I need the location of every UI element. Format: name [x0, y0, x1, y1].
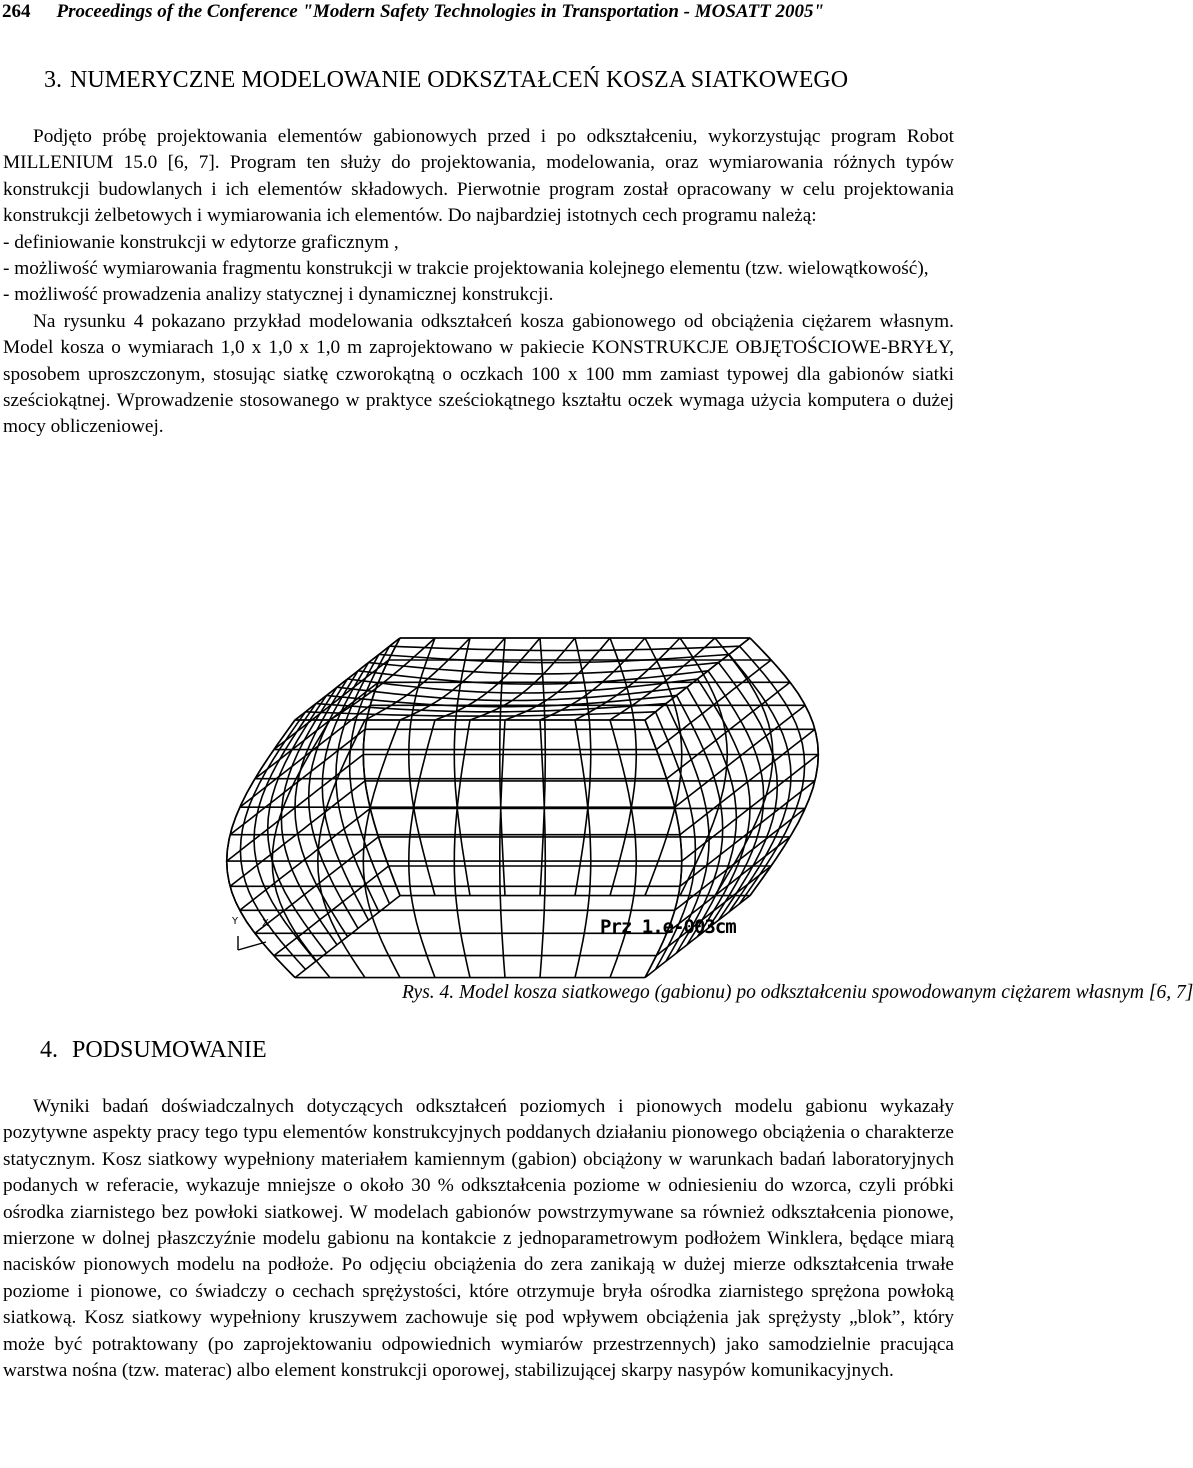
running-title: Proceedings of the Conference "Modern Safety Technologies in Transportation - MOSATT 2005" [56, 1, 825, 22]
mesh-top-face-line [348, 679, 698, 693]
section-3-paragraph-2: Na rysunku 4 pokazano przykład modelowania odkształceń kosza gabionowego od obciążenia ciężarem własnym. Model kosza o wymiarach 1,0 x 1,0 x 1,0 m zaprojektowano w pakiecie KONSTRUKCJE OBJĘTOŚCIOWE-BRYŁY, sposobem uproszczonym, stosując siatkę czworokątną o oczkach 100 x 100 mm zamiast typowej dla gabionów siatki sześciokątnej. Wprowadzenie stosowanego w praktyce sześciokątnego kształtu oczek wymaga użycia komputera o dużej mocy obliczeniowej. [3, 310, 954, 438]
mesh-right-face-line [719, 663, 778, 921]
section-4-body [3, 1094, 954, 1384]
section-3-heading [44, 67, 848, 94]
section-4-heading [40, 1037, 267, 1064]
running-header [2, 1, 958, 23]
mesh-right-face-line [680, 729, 815, 834]
x-axis-line [238, 942, 266, 950]
mesh-top-face-line [369, 663, 719, 674]
mesh-left-face-line [336, 654, 379, 912]
section-3-number: 3. [44, 67, 62, 93]
mesh-top-face-line [390, 646, 740, 650]
scale-label: Prz 1.e-003cm [600, 916, 736, 938]
page-number: 264 [2, 1, 31, 22]
x-axis-label: X [262, 918, 269, 929]
section-3-paragraph-1: Podjęto próbę projektowania elementów gabionowych przed i po odkształceniu, wykorzystując program Robot MILLENIUM 15.0 [6, 7]. Program ten służy do projektowania, modelowania, oraz wymiarowania różnych typów konstrukcji budowlanych i ich elementów składowych. Pierwotnie program został opracowany w celu projektowania konstrukcji żelbetowych i wymiarowania ich elementów. Do najbardziej istotnych cech programu należą: [3, 126, 954, 227]
mesh-top-face-line [379, 654, 729, 662]
bullet-item-3: - możliwość prowadzenia analizy statycznej i dynamicznej konstrukcji. [3, 284, 554, 306]
y-axis-label: Y [232, 916, 239, 927]
section-4-number: 4. [40, 1037, 58, 1063]
section-3-title: NUMERYCZNE MODELOWANIE ODKSZTAŁCEŃ KOSZA SIATKOWEGO [70, 67, 849, 93]
gabion-mesh-figure [220, 548, 760, 968]
mesh-left-face-line [268, 695, 327, 953]
figure-4 [220, 548, 760, 968]
bullet-item-1: - definiowanie konstrukcji w edytorze graficznym , [3, 231, 399, 253]
section-4-paragraph: Wyniki badań doświadczalnych dotyczących odkształceń poziomych i pionowych modelu gabionu wykazały pozytywne aspekty pracy tego typu elementów konstrukcyjnych poddanych działaniu pionowego obciążenia o charakterze statycznym. Kosz siatkowy wypełniony materiałem kamiennym (gabion) obciążony w warunkach badań laboratoryjnych podanych w referacie, wykazuje mniejsze o około 30 % odkształcenia poziome w odniesieniu do wzorca, czyli próbki ośrodka ziarnistego bez powłoki siatkowej. W modelach gabionów powstrzymywane sa również odkształcenia pionowe, mierzone w dolnej płaszczyźnie modelu gabionu na kontakcie z jednoparametrowym podłożem Winklera, będące miarą nacisków pionowych modelu na podłoże. Po odjęciu obciążenia do zera zanikają w dużej mierze odkształcenia trwałe poziome i pionowe, co świadczy o cechach sprężystości, które otrzymuje bryła ośrodka ziarnistego sprężona powłoką siatkową. Kosz siatkowy wypełniony kruszywem zachowuje się pod wpływem obciążenia jak sprężysty „blok”, który może być potraktowany (po zaprojektowaniu odpowiednich wymiarów przestrzennych) jako samodzielnie pracująca warstwa nośna (tzw. materac) albo element konstrukcji oporowej, stabilizującej skarpy nasypów komunikacyjnych. [3, 1096, 954, 1382]
figure-caption: Rys. 4. Model kosza siatkowego (gabionu) po odkształceniu spowodowanym ciężarem własnym [6, 7] [402, 982, 1193, 1003]
section-4-title: PODSUMOWANIE [72, 1037, 267, 1063]
section-3-body [3, 124, 954, 441]
mesh-top-face-line [645, 638, 750, 720]
mesh-top-face-line [337, 687, 687, 700]
bullet-item-2: - możliwość wymiarowania fragmentu konstrukcji w trakcie projektowania kolejnego elementu (tzw. wielowątkowość), [3, 258, 929, 280]
